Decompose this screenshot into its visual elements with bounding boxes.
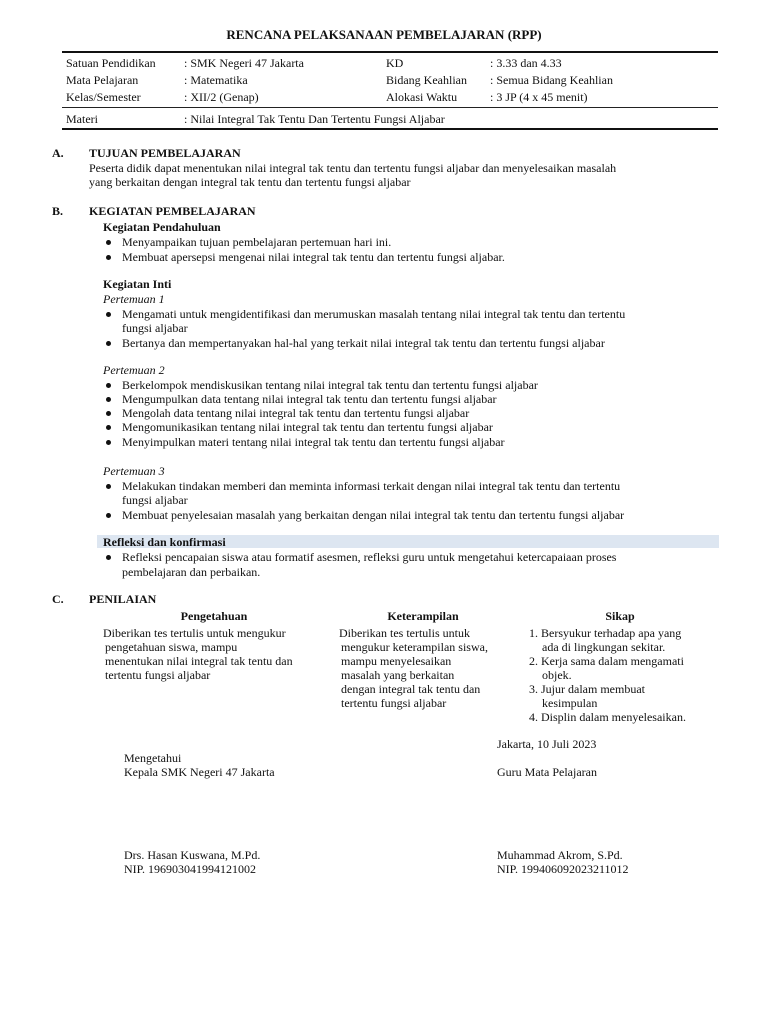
document-title: RENCANA PELAKSANAAN PEMBELAJARAN (RPP) bbox=[226, 27, 542, 42]
kd-value: : 3.33 dan 4.33 bbox=[490, 56, 562, 70]
guru-role: Guru Mata Pelajaran bbox=[497, 765, 597, 779]
penilaian-col-keterampilan-head: Keterampilan bbox=[387, 609, 459, 623]
sikap-item-line: ada di lingkungan sekitar. bbox=[542, 640, 666, 654]
bullet-dot bbox=[106, 312, 111, 317]
pertemuan-3-item-2: Membuat penyelesaian masalah yang berkaitan dengan nilai integral tak tentu dan tertentu fungsi aljabar bbox=[122, 508, 625, 522]
pertemuan-1-item-1-line-2: fungsi aljabar bbox=[122, 321, 188, 335]
kepala-sekolah-nip: NIP. 196903041994121002 bbox=[124, 862, 257, 876]
pengetahuan-text-line: pengetahuan siswa, mampu bbox=[105, 640, 238, 654]
header-mid-rule bbox=[62, 107, 718, 108]
keterampilan-text-line: mampu menyelesaikan bbox=[341, 654, 452, 668]
keterampilan-text-line: Diberikan tes tertulis untuk bbox=[339, 626, 470, 640]
pertemuan-3-title: Pertemuan 3 bbox=[103, 464, 165, 478]
inti-title: Kegiatan Inti bbox=[103, 277, 172, 291]
bullet-dot bbox=[106, 425, 111, 430]
sikap-item-line: 3. Jujur dalam membuat bbox=[529, 682, 645, 696]
bullet-dot bbox=[106, 383, 111, 388]
section-b-letter: B. bbox=[52, 204, 64, 218]
refleksi-line-2: pembelajaran dan perbaikan. bbox=[122, 565, 261, 579]
mapel-label: Mata Pelajaran bbox=[66, 73, 139, 87]
guru-nip: NIP. 199406092023211012 bbox=[497, 862, 629, 876]
satuan-value: : SMK Negeri 47 Jakarta bbox=[184, 56, 304, 70]
bullet-dot bbox=[106, 255, 111, 260]
keterampilan-text-line: tertentu fungsi aljabar bbox=[341, 696, 447, 710]
tujuan-line-1: Peserta didik dapat menentukan nilai integral tak tentu dan tertentu fungsi aljabar dan menyelesaikan masalah bbox=[89, 161, 617, 175]
section-c-title: PENILAIAN bbox=[89, 592, 157, 606]
refleksi-title: Refleksi dan konfirmasi bbox=[103, 535, 226, 549]
kelas-value: : XII/2 (Genap) bbox=[184, 90, 259, 104]
pendahuluan-item: Membuat apersepsi mengenai nilai integral tak tentu dan tertentu fungsi aljabar. bbox=[122, 250, 505, 264]
sikap-item-line: 1. Bersyukur terhadap apa yang bbox=[529, 626, 682, 640]
bullet-dot bbox=[106, 440, 111, 445]
sikap-item-line: objek. bbox=[542, 668, 572, 682]
bullet-dot bbox=[106, 411, 111, 416]
keterampilan-text-line: mengukur keterampilan siswa, bbox=[341, 640, 488, 654]
section-a-title: TUJUAN PEMBELAJARAN bbox=[89, 146, 241, 160]
bullet-dot bbox=[106, 341, 111, 346]
section-a-letter: A. bbox=[52, 146, 64, 160]
tujuan-line-2: yang berkaitan dengan integral tak tentu dan tertentu fungsi aljabar bbox=[89, 175, 411, 189]
pendahuluan-item: Menyampaikan tujuan pembelajaran pertemuan hari ini. bbox=[122, 235, 392, 249]
pertemuan-2-item: Mengumpulkan data tentang nilai integral tak tentu dan tertentu fungsi aljabar bbox=[122, 392, 497, 406]
pertemuan-2-item: Berkelompok mendiskusikan tentang nilai integral tak tentu dan tertentu fungsi aljabar bbox=[122, 378, 538, 392]
pendahuluan-title: Kegiatan Pendahuluan bbox=[103, 220, 221, 234]
kelas-label: Kelas/Semester bbox=[66, 90, 141, 104]
place-date: Jakarta, 10 Juli 2023 bbox=[497, 737, 597, 751]
bullet-dot bbox=[106, 397, 111, 402]
materi-value: : Nilai Integral Tak Tentu Dan Tertentu Fungsi Aljabar bbox=[184, 112, 445, 126]
bidang-value: : Semua Bidang Keahlian bbox=[490, 73, 613, 87]
pertemuan-1-title: Pertemuan 1 bbox=[103, 292, 165, 306]
pertemuan-2-item: Menyimpulkan materi tentang nilai integral tak tentu dan tertentu fungsi aljabar bbox=[122, 435, 505, 449]
header-bottom-rule bbox=[62, 128, 718, 130]
mapel-value: : Matematika bbox=[184, 73, 248, 87]
bullet-dot bbox=[106, 555, 111, 560]
materi-label: Materi bbox=[66, 112, 98, 126]
pengetahuan-text-line: menentukan nilai integral tak tentu dan bbox=[105, 654, 293, 668]
alokasi-value: : 3 JP (4 x 45 menit) bbox=[490, 90, 588, 104]
sikap-item-line: 4. Displin dalam menyelesaikan. bbox=[529, 710, 686, 724]
pertemuan-3-item-1-line-2: fungsi aljabar bbox=[122, 493, 188, 507]
satuan-label: Satuan Pendidikan bbox=[66, 56, 156, 70]
section-c-letter: C. bbox=[52, 592, 64, 606]
alokasi-label: Alokasi Waktu bbox=[386, 90, 458, 104]
sikap-item-line: kesimpulan bbox=[542, 696, 598, 710]
pertemuan-1-item-2: Bertanya dan mempertanyakan hal-hal yang terkait nilai integral tak tentu dan tertentu fungsi aljabar bbox=[122, 336, 605, 350]
pertemuan-3-item-1-line-1: Melakukan tindakan memberi dan meminta informasi terkait dengan nilai integral tak tentu dan tertentu bbox=[122, 479, 621, 493]
pengetahuan-text-line: tertentu fungsi aljabar bbox=[105, 668, 211, 682]
bidang-label: Bidang Keahlian bbox=[386, 73, 467, 87]
penilaian-col-sikap-head: Sikap bbox=[605, 609, 635, 623]
pengetahuan-text-line: Diberikan tes tertulis untuk mengukur bbox=[103, 626, 286, 640]
pertemuan-2-item: Mengomunikasikan tentang nilai integral tak tentu dan tertentu fungsi aljabar bbox=[122, 420, 493, 434]
mengetahui-label: Mengetahui bbox=[124, 751, 182, 765]
header-top-rule bbox=[62, 51, 718, 53]
penilaian-col-pengetahuan-head: Pengetahuan bbox=[180, 609, 248, 623]
guru-name: Muhammad Akrom, S.Pd. bbox=[497, 848, 623, 862]
pertemuan-1-item-1-line-1: Mengamati untuk mengidentifikasi dan merumuskan masalah tentang nilai integral tak tentu dan tertentu bbox=[122, 307, 626, 321]
kd-label: KD bbox=[386, 56, 404, 70]
kepala-sekolah-role: Kepala SMK Negeri 47 Jakarta bbox=[124, 765, 275, 779]
bullet-dot bbox=[106, 513, 111, 518]
keterampilan-text-line: masalah yang berkaitan bbox=[341, 668, 455, 682]
refleksi-line-1: Refleksi pencapaian siswa atau formatif asesmen, refleksi guru untuk mengetahui ketercapaiaan proses bbox=[122, 550, 617, 564]
kepala-sekolah-name: Drs. Hasan Kuswana, M.Pd. bbox=[124, 848, 261, 862]
sikap-item-line: 2. Kerja sama dalam mengamati bbox=[529, 654, 684, 668]
bullet-dot bbox=[106, 484, 111, 489]
pertemuan-2-title: Pertemuan 2 bbox=[103, 363, 165, 377]
pertemuan-2-item: Mengolah data tentang nilai integral tak tentu dan tertentu fungsi aljabar bbox=[122, 406, 470, 420]
bullet-dot bbox=[106, 240, 111, 245]
keterampilan-text-line: dengan integral tak tentu dan bbox=[341, 682, 481, 696]
section-b-title: KEGIATAN PEMBELAJARAN bbox=[89, 204, 256, 218]
